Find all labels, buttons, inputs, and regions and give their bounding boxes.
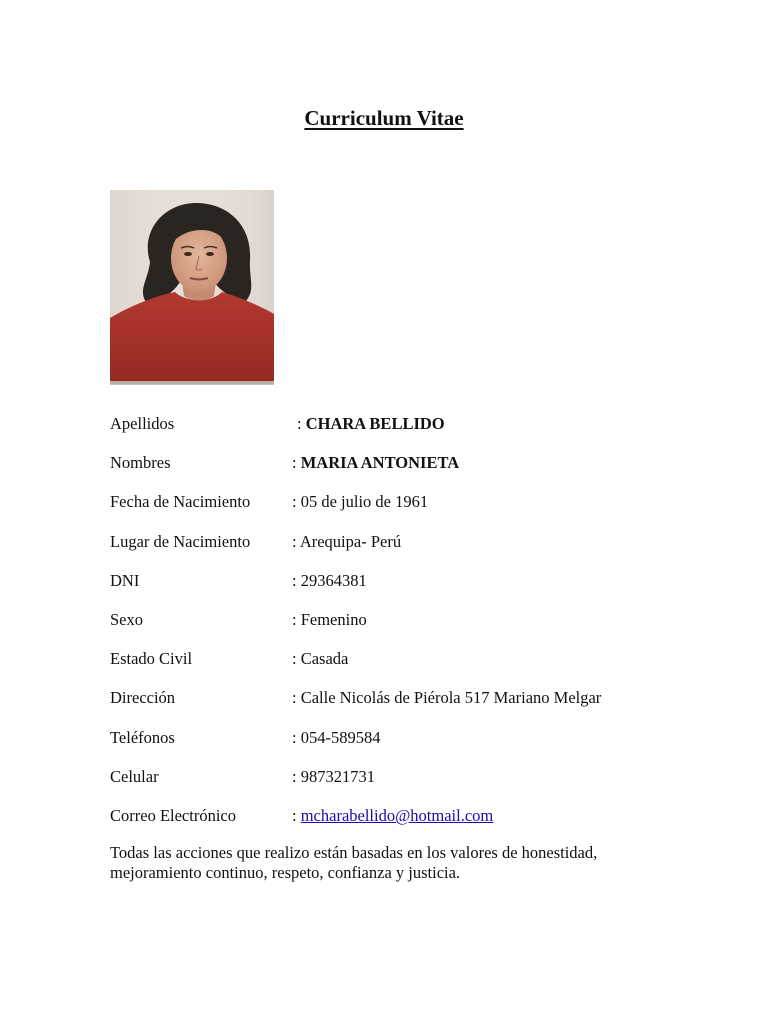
- field-row-direccion: [110, 688, 710, 727]
- field-row-fecha-nacimiento: [110, 492, 710, 531]
- field-label-dni: DNI: [110, 570, 140, 590]
- field-label-direccion: Dirección: [110, 688, 176, 708]
- personal-data-list: [110, 414, 710, 845]
- field-label-nombres: Nombres: [110, 453, 171, 473]
- field-label-estado-civil: Estado Civil: [110, 649, 193, 669]
- field-label-correo: Correo Electrónico: [110, 805, 236, 825]
- field-value-sexo: : Femenino: [292, 609, 367, 629]
- field-label-sexo: Sexo: [110, 609, 143, 629]
- values-statement: Todas las acciones que realizo están basadas en los valores de honestidad, mejoramiento continuo, respeto, confianza y justicia.: [110, 843, 598, 882]
- field-row-telefonos: [110, 728, 710, 767]
- field-label-lugar-nacimiento: Lugar de Nacimiento: [110, 531, 251, 551]
- profile-photo: [110, 190, 274, 384]
- field-row-sexo: [110, 610, 710, 649]
- field-row-lugar-nacimiento: [110, 532, 710, 571]
- field-row-correo: [110, 806, 710, 845]
- page-title: Curriculum Vitae: [304, 106, 464, 130]
- field-row-dni: [110, 571, 710, 610]
- field-label-celular: Celular: [110, 766, 159, 786]
- field-label-apellidos: Apellidos: [110, 414, 175, 433]
- field-value-estado-civil: : Casada: [292, 649, 349, 669]
- field-row-nombres: [110, 453, 710, 492]
- field-value-celular: : 987321731: [292, 766, 375, 786]
- field-row-celular: [110, 767, 710, 806]
- field-value-dni: : 29364381: [292, 570, 367, 590]
- field-value-telefonos: : 054-589584: [292, 727, 381, 747]
- field-row-apellidos: [110, 414, 710, 453]
- field-value-direccion: : Calle Nicolás de Piérola 517 Mariano Melgar: [292, 688, 602, 708]
- field-value-lugar-nacimiento: : Arequipa- Perú: [292, 531, 402, 551]
- email-link[interactable]: mcharabellido@hotmail.com: [300, 805, 494, 825]
- field-label-fecha-nacimiento: Fecha de Nacimiento: [110, 492, 251, 512]
- field-label-telefonos: Teléfonos: [110, 727, 175, 747]
- field-value-apellidos: : CHARA BELLIDO: [297, 414, 445, 433]
- field-value-nombres: : MARIA ANTONIETA: [292, 453, 460, 473]
- field-value-correo: : mcharabellido@hotmail.com: [292, 805, 494, 825]
- field-value-fecha-nacimiento: : 05 de julio de 1961: [292, 492, 429, 512]
- field-row-estado-civil: [110, 649, 710, 688]
